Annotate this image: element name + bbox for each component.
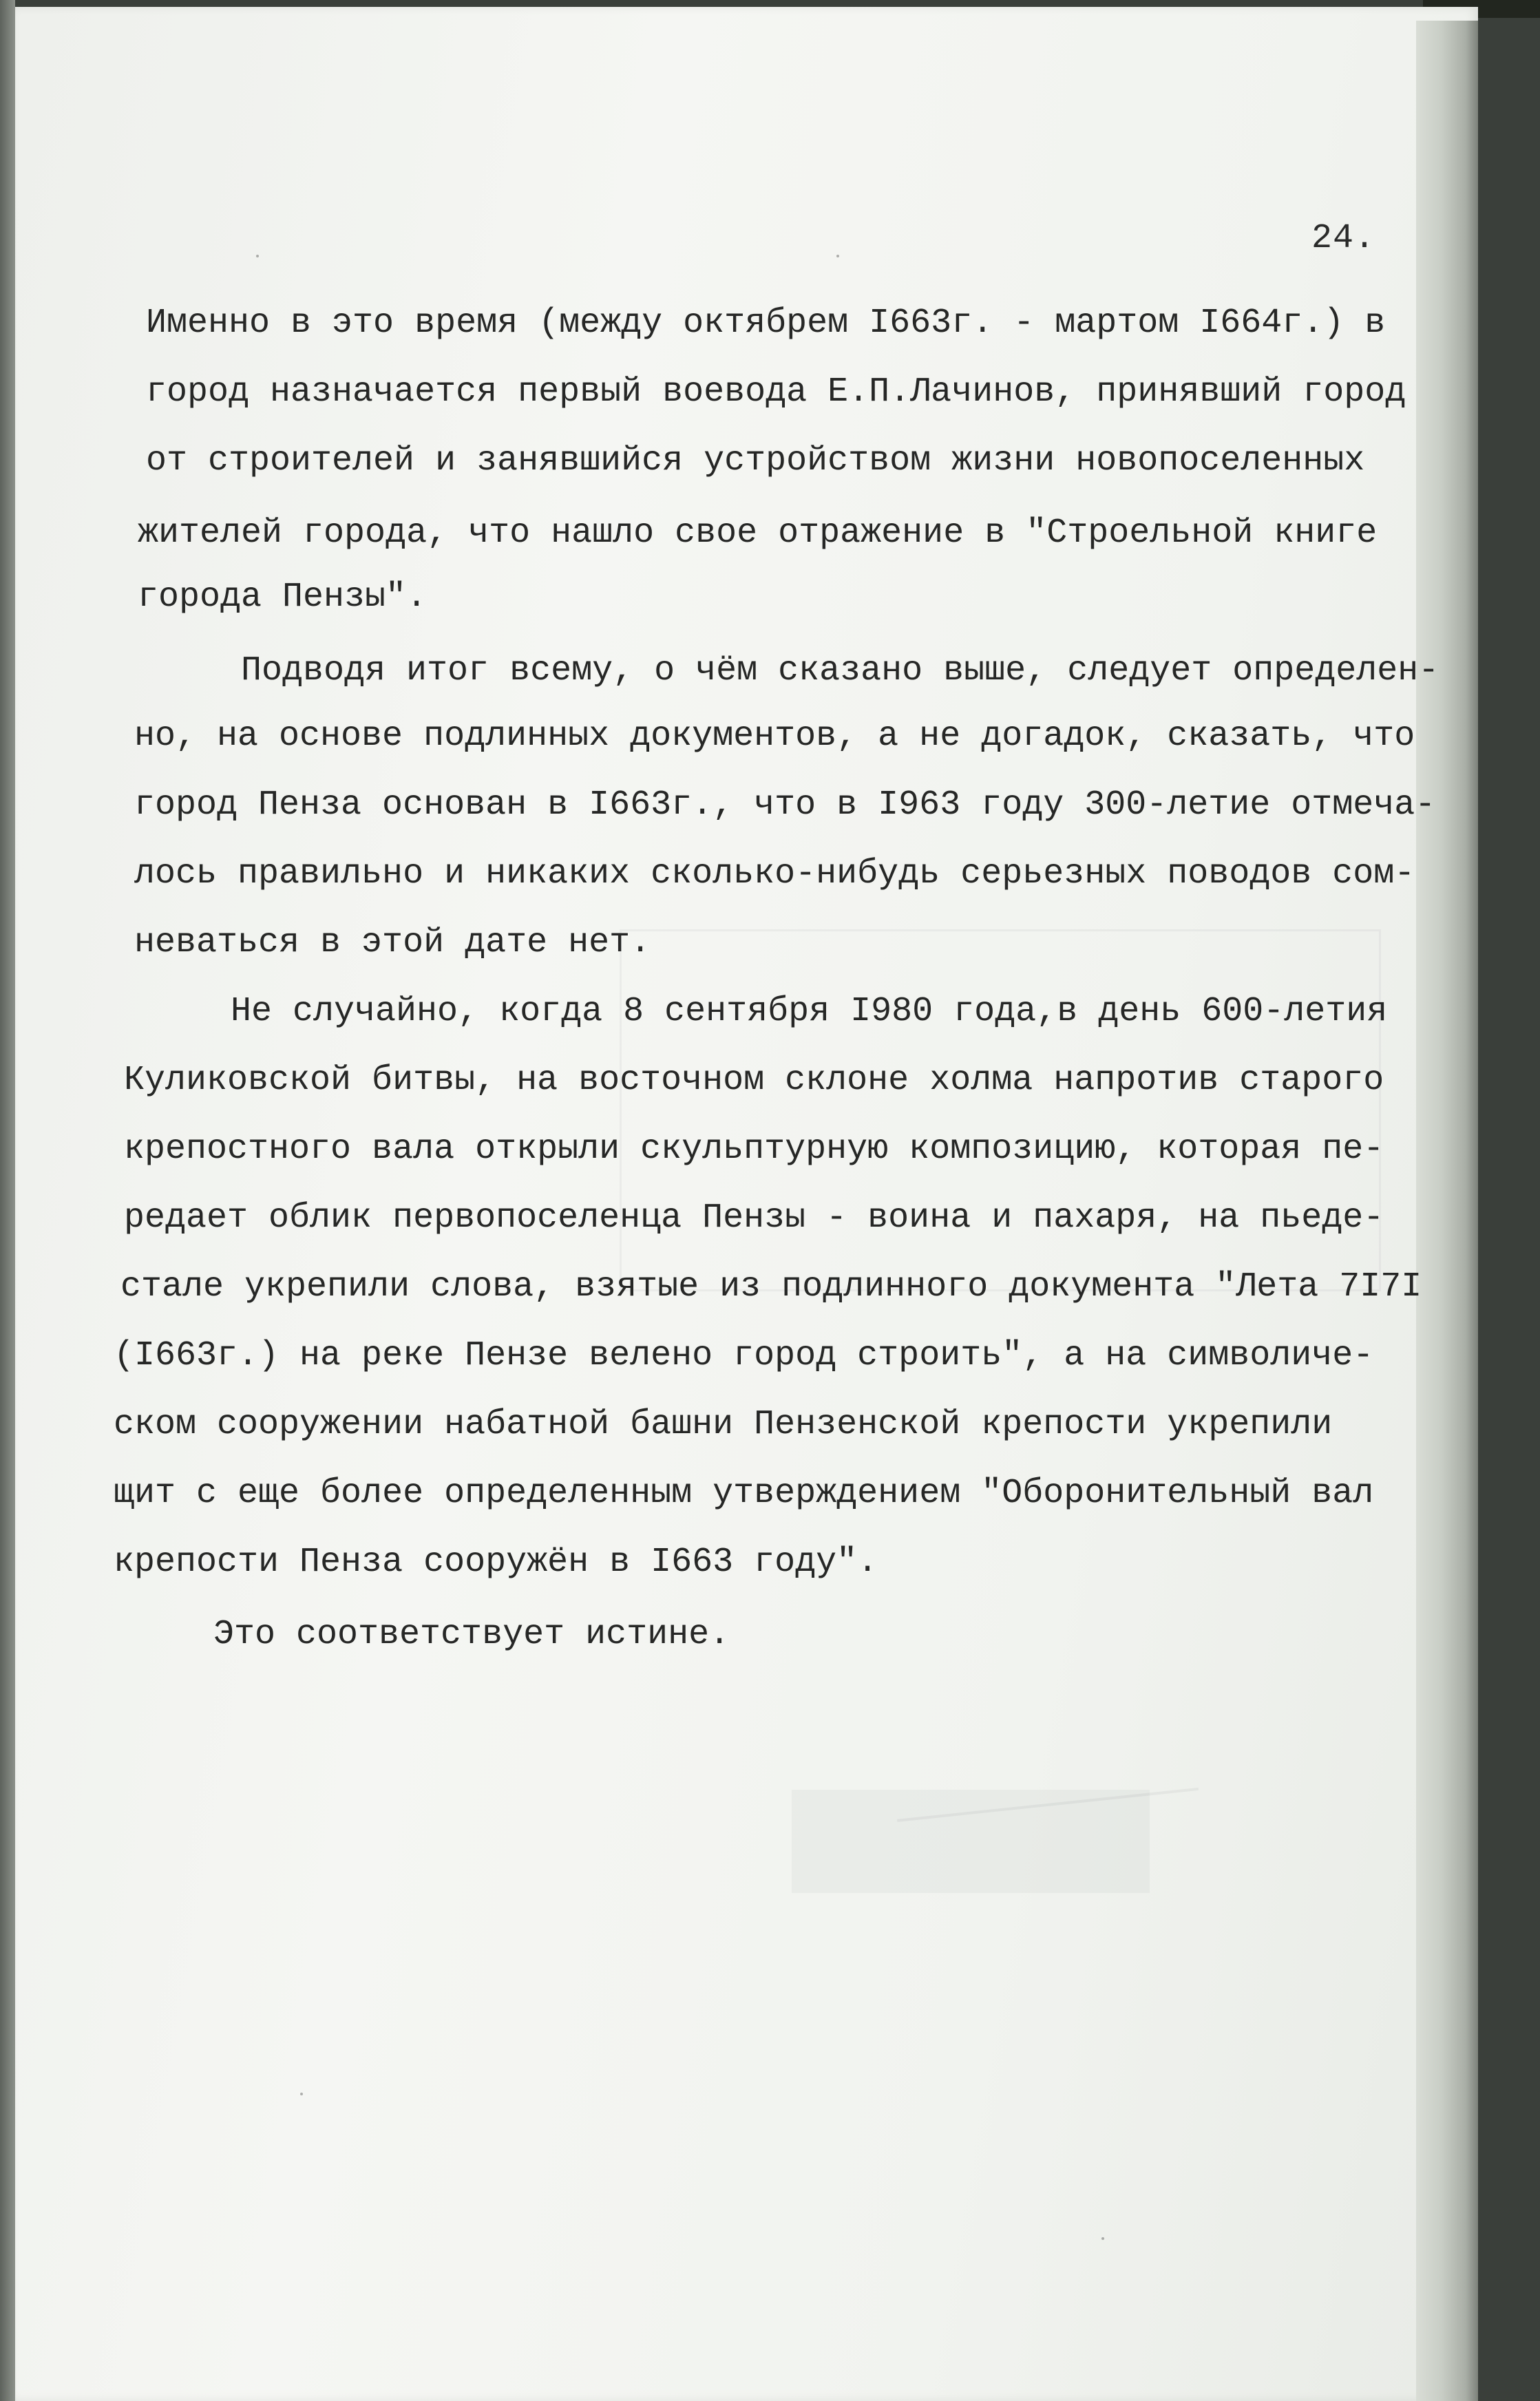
text-line-19: крепости Пенза сооружён в I663 году". xyxy=(114,1543,878,1582)
text-line-16: (I663г.) на реке Пензе велено город строить", а на символиче- xyxy=(114,1336,1374,1375)
text-line-2: город назначается первый воевода Е.П.Лачинов, принявший город xyxy=(146,372,1406,412)
text-line-5: города Пензы". xyxy=(138,578,428,617)
text-line-4: жителей города, что нашло свое отражение в "Строельной книге xyxy=(138,514,1378,553)
text-line-17: ском сооружении набатной башни Пензенской крепости укрепили xyxy=(114,1405,1333,1444)
text-line-18: щит с еще более определенным утверждением "Оборонительный вал xyxy=(114,1474,1374,1513)
text-line-20: Это соответствует истине. xyxy=(213,1615,730,1654)
text-line-11: Не случайно, когда 8 сентября I980 года,в день 600-летия xyxy=(231,992,1388,1031)
text-line-9: лось правильно и никаких сколько-нибудь серьезных поводов сом- xyxy=(134,854,1415,893)
text-line-8: город Пенза основан в I663г., что в I963 году 300-летие отмеча- xyxy=(134,785,1436,825)
text-line-10: неваться в этой дате нет. xyxy=(134,923,651,962)
text-line-12: Куликовской битвы, на восточном склоне холма напротив старого xyxy=(124,1061,1384,1100)
text-line-7: но, на основе подлинных документов, а не догадок, сказать, что xyxy=(134,717,1415,756)
text-line-13: крепостного вала открыли скульптурную композицию, которая пе- xyxy=(124,1130,1384,1169)
text-line-6: Подводя итог всему, о чём сказано выше, следует определен- xyxy=(241,651,1439,690)
text-line-1: Именно в это время (между октябрем I663г. - мартом I664г.) в xyxy=(146,304,1386,343)
text-line-14: редает облик первопоселенца Пензы - воина и пахаря, на пьеде- xyxy=(124,1198,1384,1238)
page-number: 24. xyxy=(1311,219,1376,258)
text-line-15: стале укрепили слова, взятые из подлинного документа "Лета 7I7I xyxy=(120,1267,1422,1307)
text-line-3: от строителей и занявшийся устройством жизни новопоселенных xyxy=(146,441,1365,480)
